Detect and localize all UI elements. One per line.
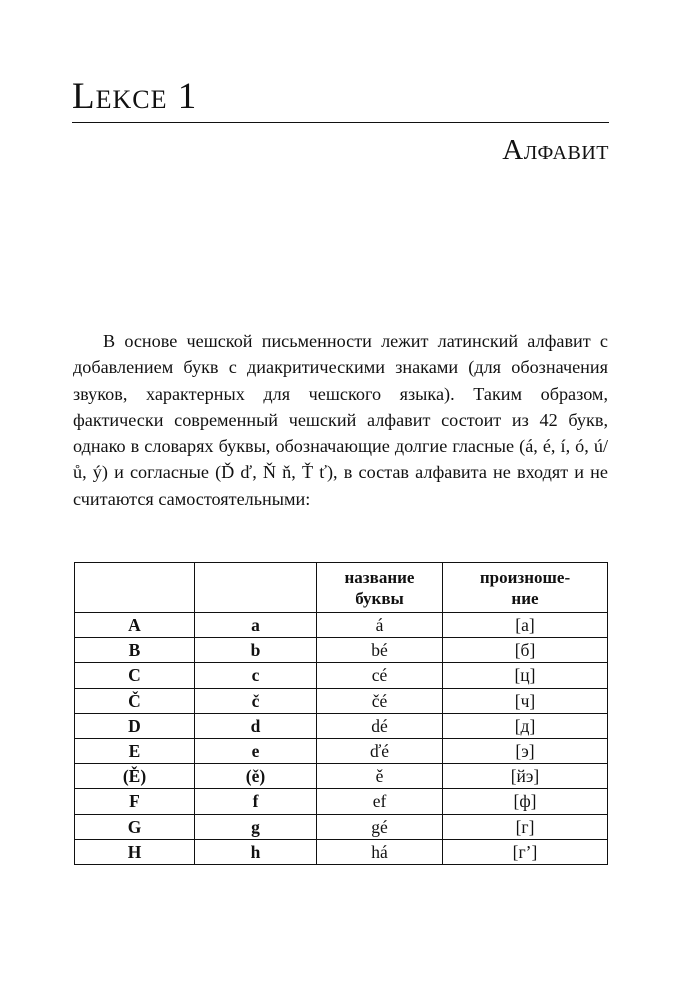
lowercase-letter: b bbox=[195, 638, 317, 663]
table-row bbox=[75, 663, 608, 688]
intro-paragraph: В основе чешской письменности лежит латинский алфавит с добавлением букв с диакритическими знаками (для обозначения звуков, характерных для чешского языка). Таким образом, фактически современный чешский алфавит состоит из 42 букв, однако в словарях буквы, обозначающие долгие гласные (á, é, í, ó, ú/ů, ý) и согласные (Ď ď, Ň ň, Ť ť), в состав алфавита не входят и не считаются самостоятельными: bbox=[73, 331, 608, 509]
table-row bbox=[75, 789, 608, 814]
letter-name: ě bbox=[317, 764, 443, 789]
letter-name: ďé bbox=[317, 738, 443, 763]
pronunciation: [б] bbox=[443, 638, 608, 663]
pronunciation: [ф] bbox=[443, 789, 608, 814]
lowercase-letter: d bbox=[195, 713, 317, 738]
pronunciation: [г] bbox=[443, 814, 608, 839]
lowercase-letter: e bbox=[195, 738, 317, 763]
letter-name: cé bbox=[317, 663, 443, 688]
uppercase-letter: G bbox=[75, 814, 195, 839]
uppercase-letter: H bbox=[75, 839, 195, 864]
pronunciation: [д] bbox=[443, 713, 608, 738]
header-pronunciation: произноше- ние bbox=[443, 563, 608, 613]
pronunciation: [а] bbox=[443, 613, 608, 638]
table-row bbox=[75, 613, 608, 638]
lowercase-letter: (ě) bbox=[195, 764, 317, 789]
uppercase-letter: C bbox=[75, 663, 195, 688]
uppercase-letter: D bbox=[75, 713, 195, 738]
lowercase-letter: a bbox=[195, 613, 317, 638]
table-row bbox=[75, 814, 608, 839]
alphabet-table bbox=[74, 562, 608, 865]
letter-name: há bbox=[317, 839, 443, 864]
table-row bbox=[75, 764, 608, 789]
uppercase-letter: F bbox=[75, 789, 195, 814]
uppercase-letter: A bbox=[75, 613, 195, 638]
pronunciation: [г’] bbox=[443, 839, 608, 864]
alphabet-table-body bbox=[75, 613, 608, 865]
title-divider bbox=[72, 122, 609, 123]
header-uppercase bbox=[75, 563, 195, 613]
section-title: Алфавит bbox=[502, 134, 609, 166]
table-row bbox=[75, 738, 608, 763]
table-row bbox=[75, 638, 608, 663]
lowercase-letter: g bbox=[195, 814, 317, 839]
letter-name: ef bbox=[317, 789, 443, 814]
lowercase-letter: h bbox=[195, 839, 317, 864]
lesson-title: Lekce 1 bbox=[72, 76, 198, 117]
pronunciation: [ч] bbox=[443, 688, 608, 713]
lowercase-letter: č bbox=[195, 688, 317, 713]
table-header-row bbox=[75, 563, 608, 613]
header-letter-name: название буквы bbox=[317, 563, 443, 613]
uppercase-letter: E bbox=[75, 738, 195, 763]
letter-name: gé bbox=[317, 814, 443, 839]
letter-name: čé bbox=[317, 688, 443, 713]
table-row bbox=[75, 713, 608, 738]
lowercase-letter: f bbox=[195, 789, 317, 814]
lowercase-letter: c bbox=[195, 663, 317, 688]
uppercase-letter: (Ě) bbox=[75, 764, 195, 789]
letter-name: dé bbox=[317, 713, 443, 738]
uppercase-letter: B bbox=[75, 638, 195, 663]
pronunciation: [ц] bbox=[443, 663, 608, 688]
letter-name: á bbox=[317, 613, 443, 638]
table-row bbox=[75, 839, 608, 864]
table-row bbox=[75, 688, 608, 713]
pronunciation: [йэ] bbox=[443, 764, 608, 789]
header-lowercase bbox=[195, 563, 317, 613]
pronunciation: [э] bbox=[443, 738, 608, 763]
letter-name: bé bbox=[317, 638, 443, 663]
uppercase-letter: Č bbox=[75, 688, 195, 713]
